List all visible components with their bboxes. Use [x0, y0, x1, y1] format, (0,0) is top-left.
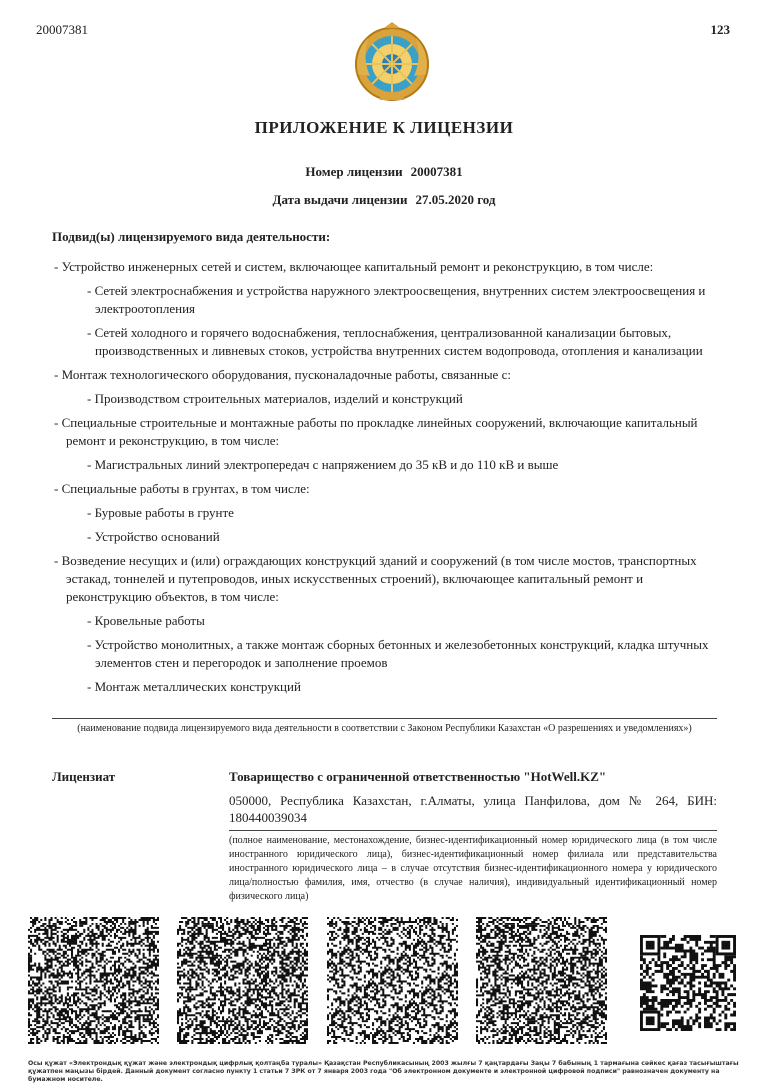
verification-qr-code [640, 935, 736, 1031]
activity-item: - Специальные работы в грунтах, в том числе: [54, 481, 310, 496]
legal-footer: Осы құжат «Электрондық құжат және электрондық цифрлық қолтаңба туралы» Қазақстан Республикасының 2003 жылғы 7 қаңтардағы Заңы 7 бабының 1 тармағына сәйкес қағаз тасығыштағы құжатпен маңызы бірдей. Данный документ согласно пункту 1 статьи 7 ЗРК от 7 января 2003 года "Об электронном документе и электронной цифровой подписи" равнозначен документу на бумажном носителе. [28, 1060, 739, 1083]
activity-subitem: - Магистральных линий электропередач с напряжением до 35 кВ и до 110 кВ и выше [87, 457, 559, 472]
signature-qr-code-1 [28, 917, 159, 1044]
activity-subitem: - Буровые работы в грунте [87, 505, 234, 520]
signature-qr-code-2 [177, 917, 308, 1044]
activity-subitem: - Монтаж металлических конструкций [87, 679, 301, 694]
activity-item: - Специальные строительные и монтажные работы по прокладке линейных сооружений, включающие капитальный ремонт и реконструкцию, в том числе: [54, 415, 698, 448]
licensee-caption: (полное наименование, местонахождение, бизнес-идентификационный номер юридического лица (в том числе иностранного юридического лица), бизнес-идентификационный номер филиала или представительства иностранного юридического лица – в случае отсутствия бизнес-идентификационного номера у юридического лица/полностью фамилия, имя, отчество (в случае наличия), индивидуальный идентификационный номер физического лица) [229, 830, 717, 904]
licensee-name: Товарищество с ограниченной ответственностью "HotWell.KZ" [229, 769, 607, 784]
license-number-value: 20007381 [410, 164, 463, 179]
activity-subitem: - Сетей холодного и горячего водоснабжения, теплоснабжения, централизованной канализации бытовых, производственных и ливневых стоков, устройства внутренних систем водопровода, отопления и канализации [87, 325, 703, 358]
activities-list [54, 258, 719, 702]
document-title: ПРИЛОЖЕНИЕ К ЛИЦЕНЗИИ [254, 118, 514, 137]
license-number-label: Номер лицензии [305, 164, 403, 179]
issue-date-value: 27.05.2020 год [415, 192, 496, 207]
signature-qr-code-3 [327, 917, 458, 1044]
activities-caption: (наименование подвида лицензируемого вида деятельности в соответствии с Законом Республики Казахстан «О разрешениях и уведомлениях») [52, 718, 717, 735]
licensee-address: 050000, Республика Казахстан, г.Алматы, улица Панфилова, дом № 264, БИН: 180440039034 [229, 793, 717, 825]
activity-item: - Монтаж технологического оборудования, пусконаладочные работы, связанные с: [54, 367, 511, 382]
subtypes-heading: Подвид(ы) лицензируемого вида деятельности: [52, 229, 331, 244]
kazakhstan-emblem-icon [350, 22, 434, 102]
activity-item: - Устройство инженерных сетей и систем, включающее капитальный ремонт и реконструкцию, в том числе: [54, 259, 654, 274]
activity-item: - Возведение несущих и (или) ограждающих конструкций зданий и сооружений (в том числе мостов, транспортных эстакад, тоннелей и путепроводов, иных искусственных строений), включающее капитальный ремонт и реконструкцию объектов, в том числе: [54, 553, 697, 604]
issue-date-label: Дата выдачи лицензии [272, 192, 408, 207]
signature-qr-code-4 [476, 917, 607, 1044]
activity-subitem: - Сетей электроснабжения и устройства наружного электроосвещения, внутренних систем электроосвещения и электроотопления [87, 283, 706, 316]
license-number-row [0, 164, 768, 180]
activity-subitem: - Устройство монолитных, а также монтаж сборных бетонных и железобетонных конструкций, кладка штучных элементов стен и перегородок и заполнение проемов [87, 637, 709, 670]
issue-date-row [0, 192, 768, 208]
activity-subitem: - Кровельные работы [87, 613, 205, 628]
activity-subitem: - Устройство оснований [87, 529, 220, 544]
licensee-label: Лицензиат [52, 769, 116, 784]
document-number: 20007381 [36, 22, 88, 37]
page-number: 123 [710, 22, 730, 37]
activity-subitem: - Производством строительных материалов, изделий и конструкций [87, 391, 463, 406]
